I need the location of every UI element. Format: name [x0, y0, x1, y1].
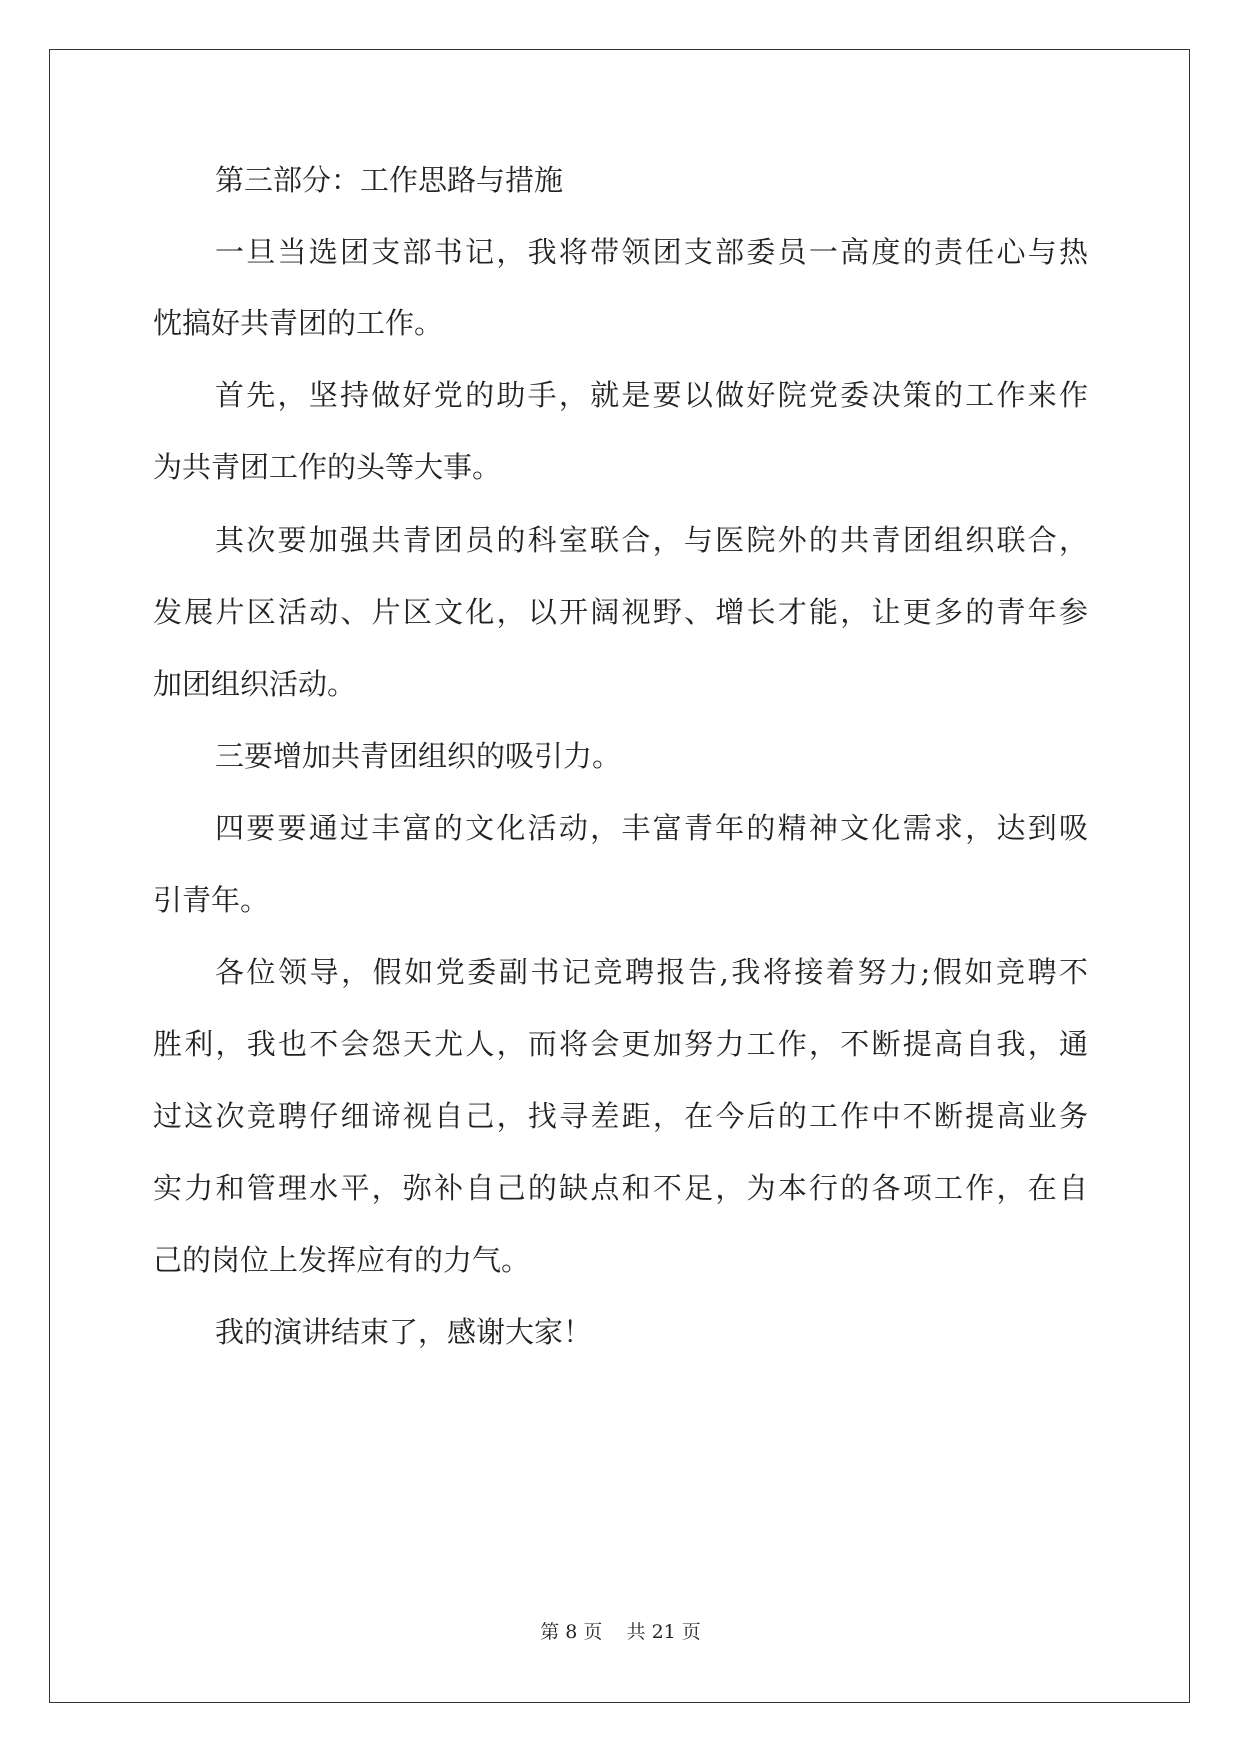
section-heading: 第三部分：工作思路与措施 [215, 163, 564, 197]
paragraph-line: 实力和管理水平，弥补自己的缺点和不足，为本行的各项工作，在自 [153, 1171, 1088, 1205]
paragraph-line: 加团组织活动。 [153, 667, 357, 701]
paragraph-line: 首先，坚持做好党的助手，就是要以做好院党委决策的工作来作 [215, 378, 1088, 412]
page-border [49, 49, 1190, 1703]
paragraph-line: 其次要加强共青团员的科室联合，与医院外的共青团组织联合， [215, 523, 1088, 557]
paragraph-line: 己的岗位上发挥应有的力气。 [153, 1243, 531, 1277]
paragraph-line: 忱搞好共青团的工作。 [153, 306, 444, 340]
paragraph-line: 各位领导，假如党委副书记竞聘报告,我将接着努力;假如竞聘不 [215, 955, 1088, 989]
paragraph-line: 胜利，我也不会怨天尤人，而将会更加努力工作，不断提高自我，通 [153, 1027, 1088, 1061]
paragraph-line: 发展片区活动、片区文化，以开阔视野、增长才能，让更多的青年参 [153, 595, 1088, 629]
paragraph-line: 四要要通过丰富的文化活动，丰富青年的精神文化需求，达到吸 [215, 811, 1088, 845]
page-number: 第 8 页 共 21 页 [540, 1621, 701, 1643]
paragraph-line: 引青年。 [153, 883, 270, 917]
paragraph-line: 一旦当选团支部书记，我将带领团支部委员一高度的责任心与热 [215, 235, 1088, 269]
closing-line: 我的演讲结束了，感谢大家！ [215, 1315, 593, 1349]
paragraph-line: 三要增加共青团组织的吸引力。 [215, 739, 622, 773]
paragraph-line: 为共青团工作的头等大事。 [153, 450, 502, 484]
paragraph-line: 过这次竞聘仔细谛视自己，找寻差距，在今后的工作中不断提高业务 [153, 1099, 1088, 1133]
page-footer [0, 1620, 1241, 1644]
